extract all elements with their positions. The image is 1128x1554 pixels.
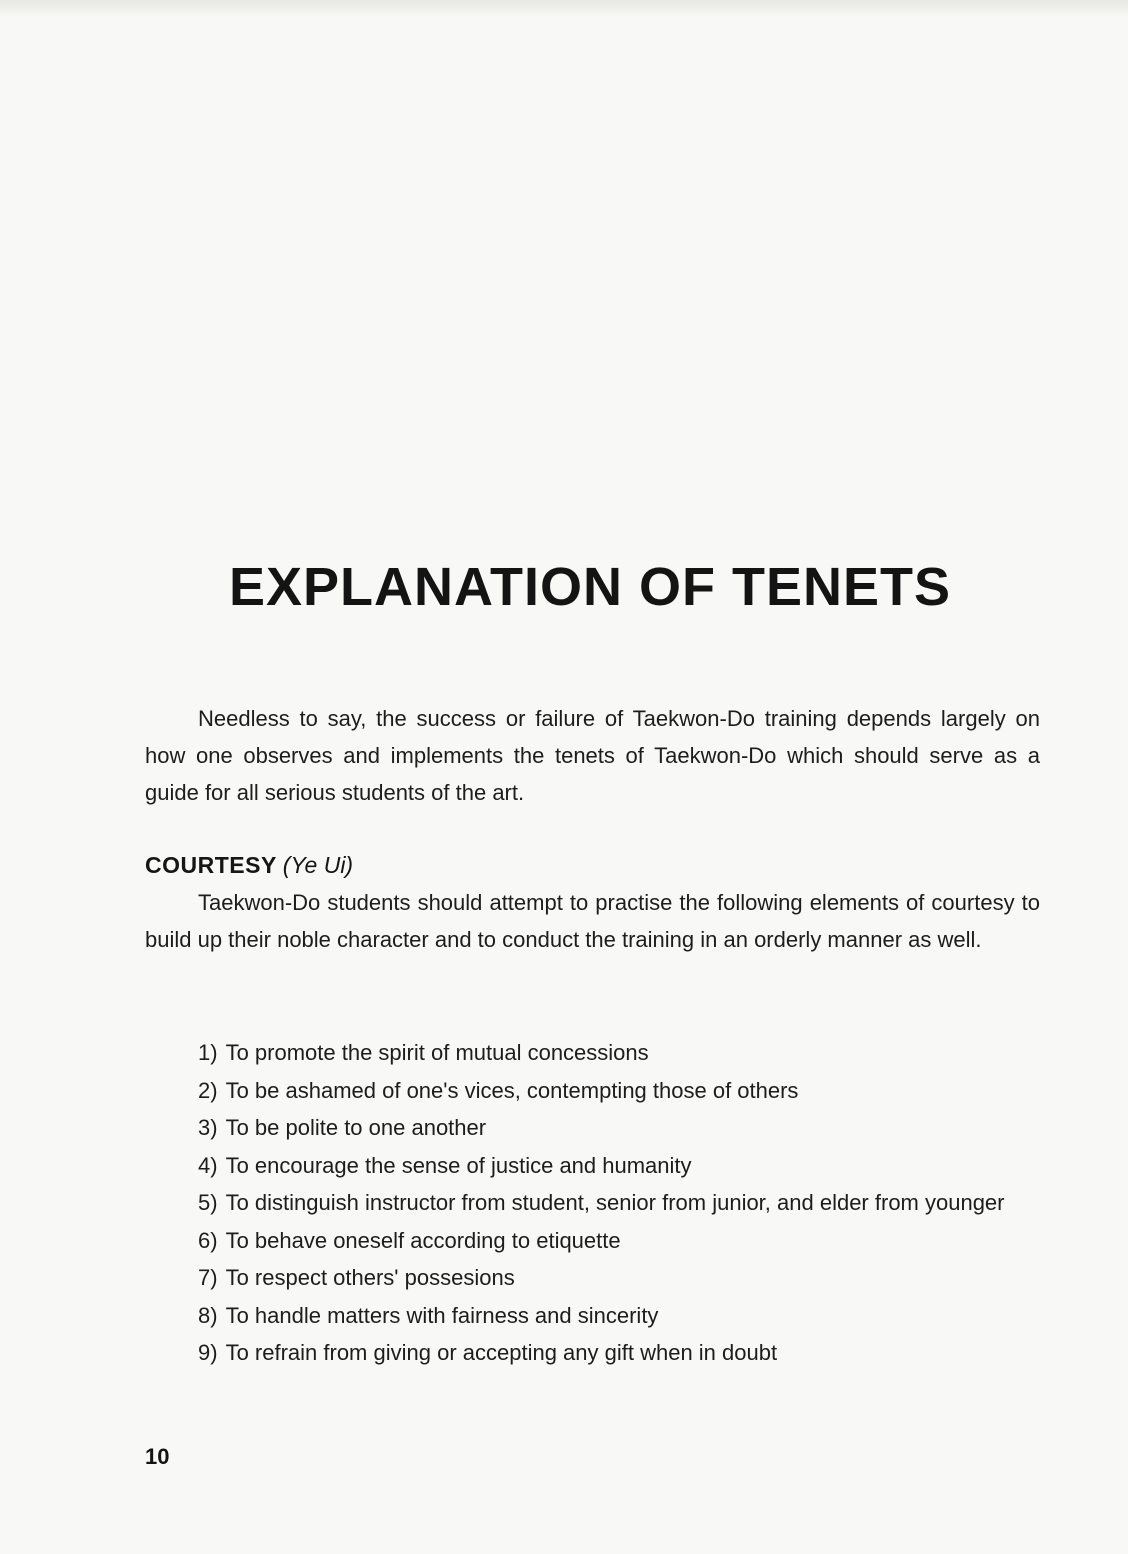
courtesy-list [145,1034,1040,1372]
list-item-text: To refrain from giving or accepting any gift when in doubt [225,1340,778,1365]
list-item-text: To be ashamed of one's vices, contempting those of others [225,1077,799,1103]
page-number: 10 [145,1444,170,1469]
list-item-text: To respect others' possesions [225,1265,515,1290]
section-intro-paragraph: Taekwon-Do students should attempt to practise the following elements of courtesy to build up their noble character and to conduct the training in an orderly manner as well. [145,890,1040,952]
list-item [145,1297,1040,1335]
list-item [145,1034,1040,1072]
list-item [145,1147,1040,1185]
list-item-number: 8) [198,1302,218,1328]
list-item [145,1109,1040,1147]
list-item [145,1334,1040,1372]
list-item [145,1072,1040,1110]
list-item [145,1222,1040,1260]
list-item-text: To handle matters with fairness and sincerity [225,1302,659,1328]
list-item-text: To distinguish instructor from student, senior from junior, and elder from younger [225,1190,1005,1215]
list-item [145,1259,1040,1297]
list-item-text: To behave oneself according to etiquette [225,1227,621,1253]
list-item-text: To be polite to one another [225,1115,487,1140]
section-heading [145,852,353,879]
page-title: EXPLANATION OF TENETS [228,557,952,617]
list-item-number: 6) [198,1227,218,1253]
list-item-number: 4) [198,1152,218,1178]
list-item-number: 9) [198,1340,218,1365]
list-item-number: 2) [198,1077,218,1103]
list-item-text: To promote the spirit of mutual concessions [225,1040,649,1065]
list-item-text: To encourage the sense of justice and humanity [225,1152,692,1178]
list-item-number: 5) [198,1190,218,1215]
list-item-number: 1) [198,1040,218,1065]
section-heading-label: COURTESY [145,852,277,878]
list-item-number: 3) [198,1115,218,1140]
list-item-number: 7) [198,1265,218,1290]
scan-top-edge [0,0,1128,18]
section-subheading: (Ye Ui) [282,852,354,878]
intro-paragraph: Needless to say, the success or failure of Taekwon-Do training depends largely on how one observes and implements the tenets of Taekwon-Do which should serve as a guide for all serious students of the art. [145,706,1040,805]
list-item [145,1184,1040,1222]
